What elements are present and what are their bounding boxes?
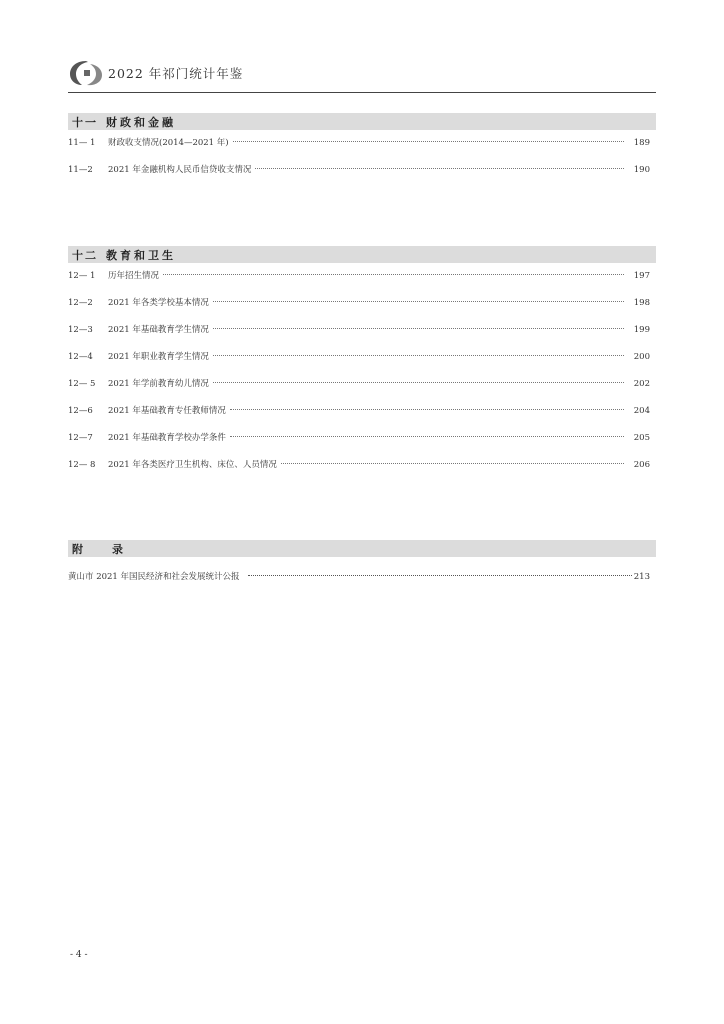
toc-entry[interactable] [68,371,656,398]
section-title: 财政和金融 [106,115,176,129]
dot-leader [230,408,624,410]
statistics-logo-icon [68,58,104,88]
table-code: 11— 1 [68,138,96,148]
page-ref: 204 [633,406,650,416]
section-heading [68,246,656,263]
table-code: 12—2 [68,298,93,308]
table-code: 12—3 [68,325,93,335]
page-ref: 198 [633,298,650,308]
section-title: 录 [112,542,126,556]
table-code: 12— 5 [68,379,96,389]
dot-leader [213,354,624,356]
toc-entry[interactable] [68,317,656,344]
table-code: 12—6 [68,406,93,416]
appendix-title: 黄山市 2021 年国民经济和社会发展统计公报 [68,572,240,582]
table-code: 12— 8 [68,460,96,470]
section-education-health [68,246,656,479]
table-code: 12— 1 [68,271,96,281]
page-ref: 200 [633,352,650,362]
dot-leader [213,381,624,383]
dot-leader [213,300,624,302]
section-number: 十一 [72,115,98,129]
toc-entry[interactable] [68,263,656,290]
table-code: 12—4 [68,352,93,362]
table-title: 财政收支情况(2014—2021 年) [108,138,229,148]
toc-entry[interactable] [68,290,656,317]
page-ref: 199 [633,325,650,335]
section-title: 教育和卫生 [106,248,176,262]
dot-leader [281,462,624,464]
table-title: 历年招生情况 [108,271,160,281]
dot-leader [233,140,624,142]
page-ref: 190 [633,165,650,175]
dot-leader [230,435,624,437]
toc-entry[interactable] [68,344,656,371]
table-title: 2021 年各类学校基本情况 [108,298,209,308]
section-appendix [68,540,656,557]
section-heading [68,540,656,557]
section-finance [68,113,656,184]
header-divider [68,92,656,93]
toc-entry[interactable] [68,452,656,479]
table-title: 2021 年基础教育专任教师情况 [108,406,226,416]
dot-leader [255,167,624,169]
section-number: 附 [72,542,85,556]
section-number: 十二 [72,248,98,262]
table-title: 2021 年职业教育学生情况 [108,352,209,362]
page-number: - 4 - [70,950,88,960]
page-ref: 206 [633,460,650,470]
toc-entry[interactable] [68,398,656,425]
toc-entry[interactable] [68,157,656,184]
table-code: 12—7 [68,433,93,443]
page-ref: 189 [633,138,650,148]
dot-leader [163,273,624,275]
toc-entry[interactable] [68,425,656,452]
table-title: 2021 年各类医疗卫生机构、床位、人员情况 [108,460,277,470]
dot-leader [248,574,632,576]
table-title: 2021 年金融机构人民币信贷收支情况 [108,165,252,175]
yearbook-title: 2022 年祁门统计年鉴 [108,66,244,81]
table-title: 2021 年学前教育幼儿情况 [108,379,209,389]
toc-entry[interactable] [68,130,656,157]
page-ref: 205 [633,433,650,443]
page-ref: 213 [633,572,650,582]
toc-entry-appendix[interactable] [68,568,656,586]
page-ref: 197 [633,271,650,281]
table-title: 2021 年基础教育学校办学条件 [108,433,226,443]
section-heading [68,113,656,130]
dot-leader [213,327,624,329]
table-title: 2021 年基础教育学生情况 [108,325,209,335]
page-header [68,58,243,88]
page-ref: 202 [633,379,650,389]
table-code: 11—2 [68,165,93,175]
